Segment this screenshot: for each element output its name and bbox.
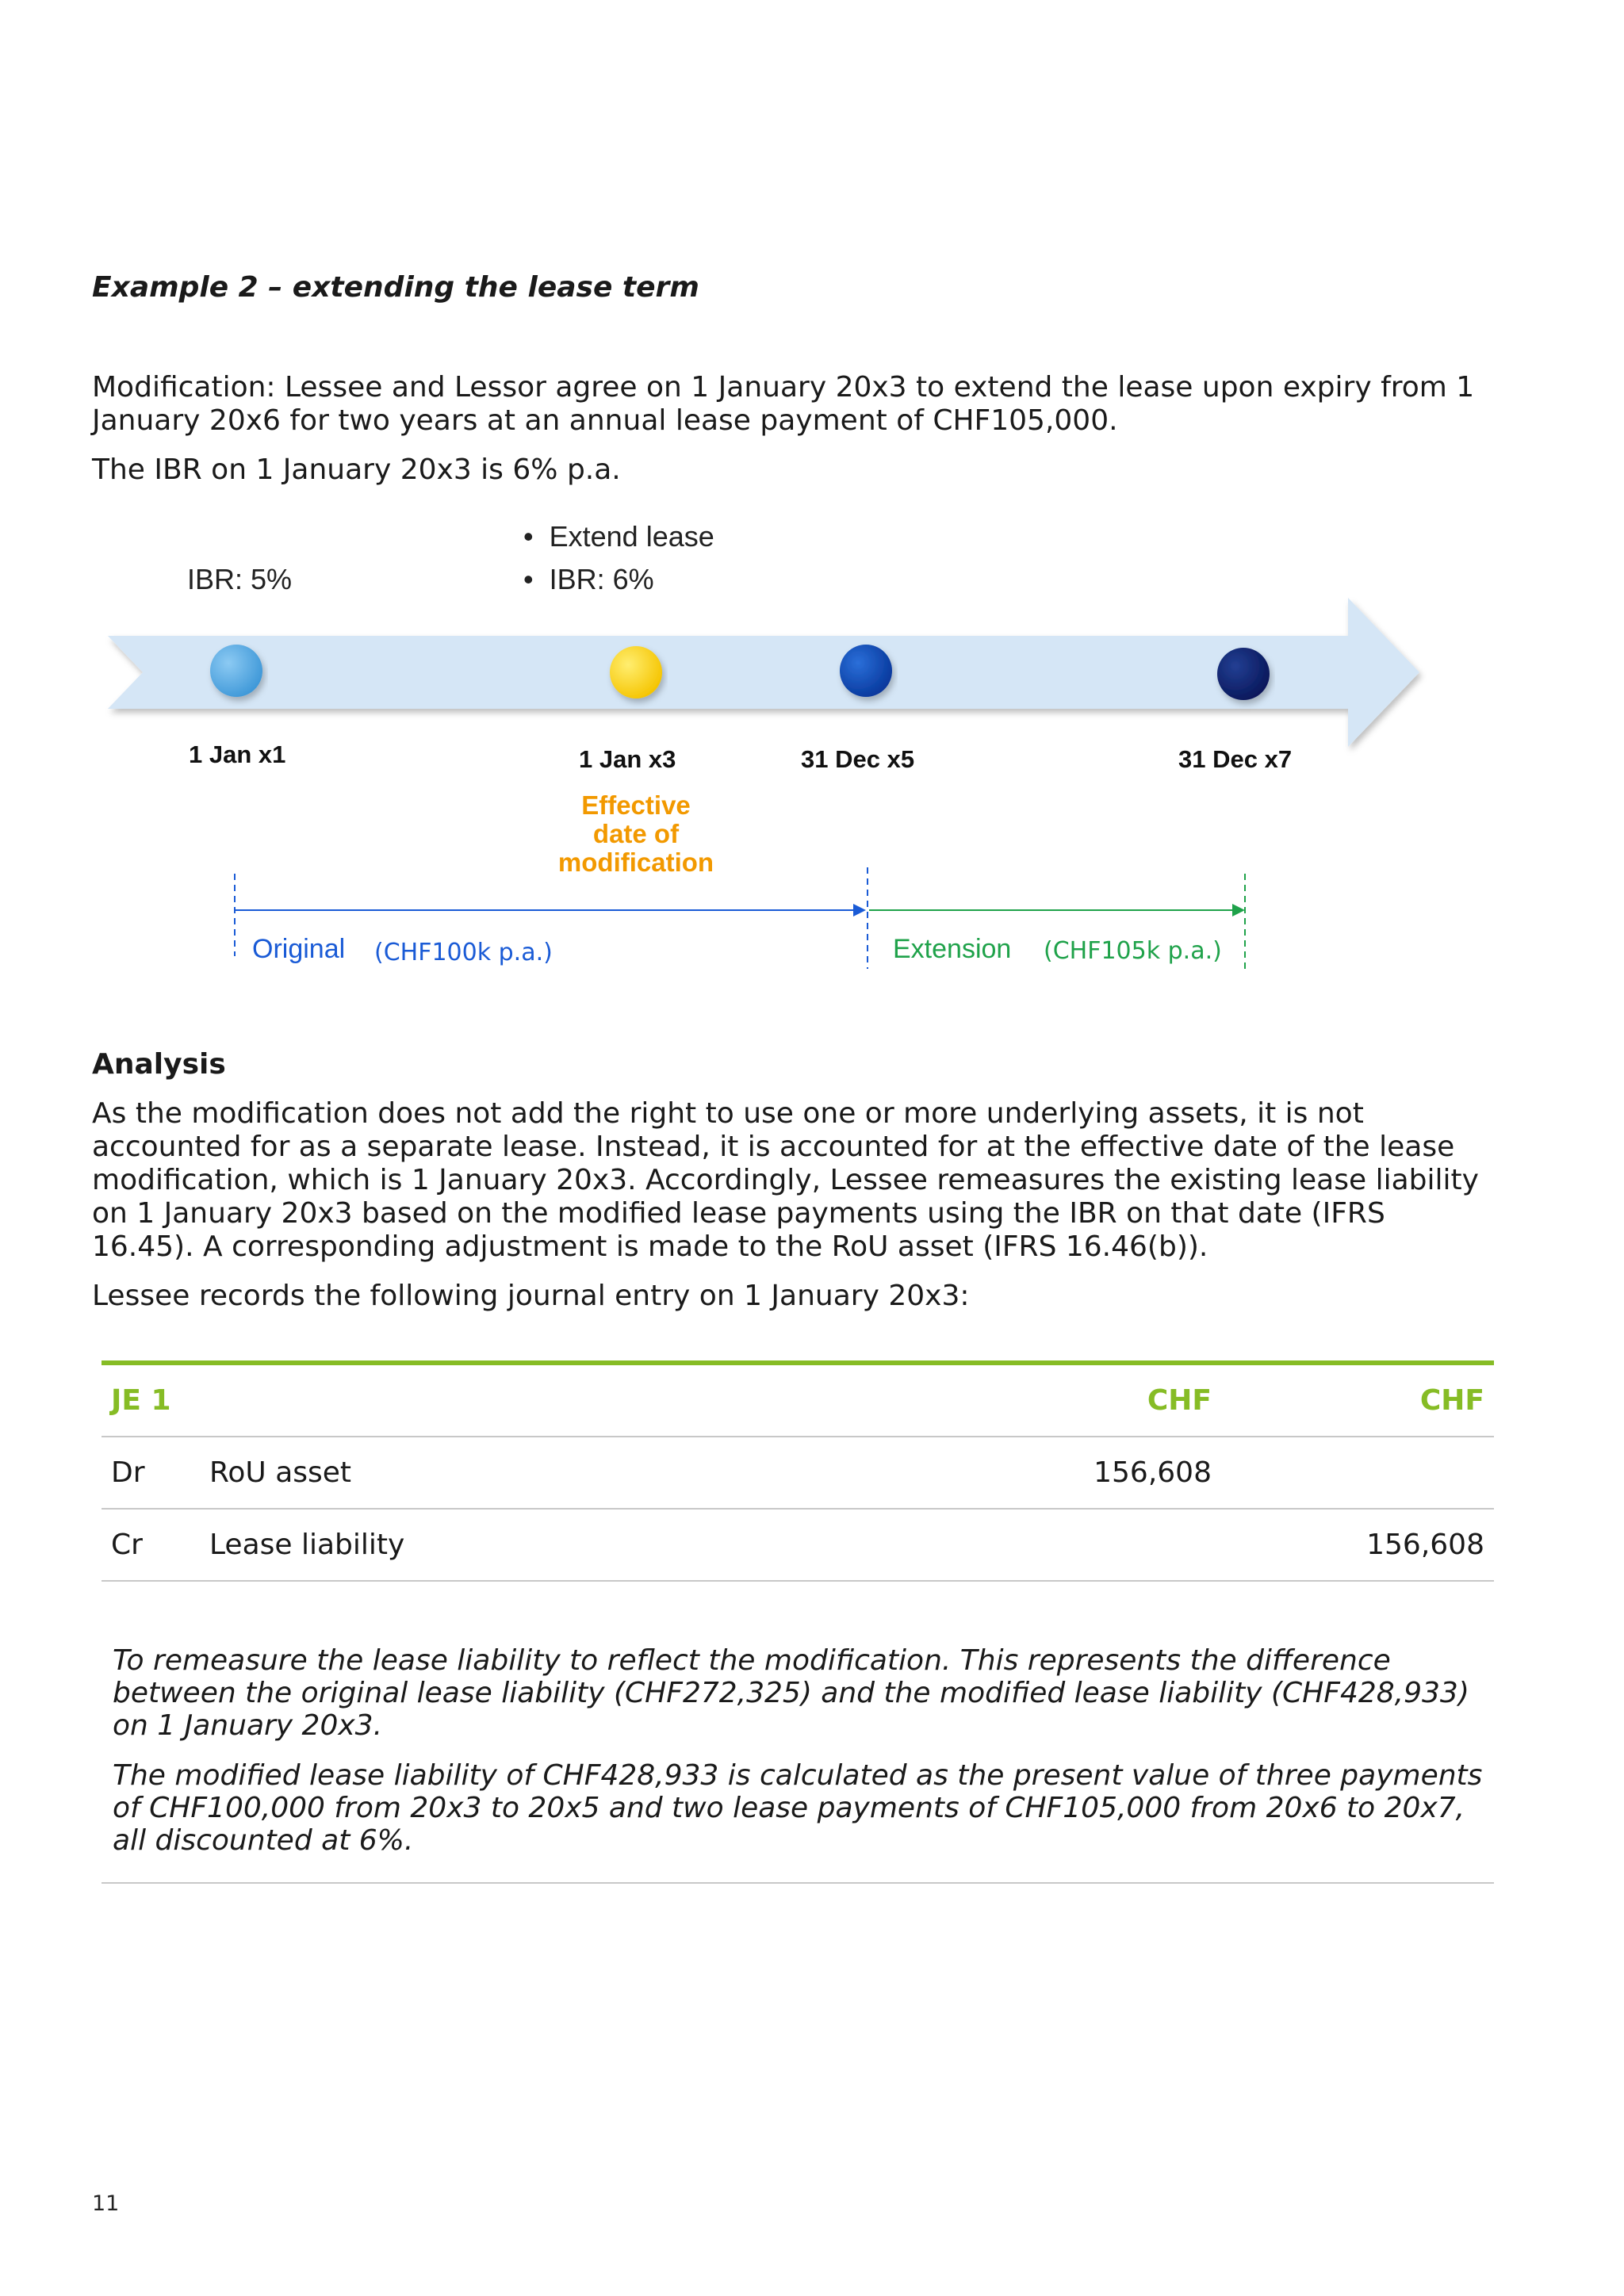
date-label-2: 1 Jan x3 [579, 745, 676, 773]
original-amount: (CHF100k p.a.) [374, 939, 553, 966]
journal-notes [113, 1644, 1492, 1874]
bullet-extend-lease: • Extend lease [523, 520, 714, 553]
header-debit-currency: CHF [1147, 1384, 1212, 1417]
page-number: 11 [92, 2191, 120, 2216]
bullet-ibr-new: • IBR: 6% [523, 563, 654, 595]
header-je: JE 1 [111, 1384, 171, 1417]
timeline-point-1 [210, 645, 262, 697]
journal-intro: Lessee records the following journal entry on 1 January 20x3: [92, 1280, 970, 1312]
entry-debit: 156,608 [1094, 1456, 1212, 1489]
timeline-point-2 [610, 646, 662, 698]
ibr-original-label: IBR: 5% [187, 563, 293, 595]
entry-account: RoU asset [209, 1456, 352, 1489]
entry-type: Dr [111, 1456, 145, 1489]
header-account [200, 1363, 998, 1437]
effective-line-2: date of [592, 819, 680, 848]
note-remeasure: To remeasure the lease liability to reflect the modification. This represents the difference between the original lease liability (CHF272,325) and the modified lease liability (CHF428,933) on 1 January 20x3. [113, 1644, 1469, 1742]
header-credit-currency: CHF [1419, 1384, 1484, 1417]
date-label-1: 1 Jan x1 [189, 740, 286, 768]
modification-paragraph: Modification: Lessee and Lessor agree on 1 January 20x3 to extend the lease upon expiry from 1 January 20x6 for two years at an annual lease payment of CHF105,000. [92, 371, 1475, 437]
entry-debit [998, 1509, 1221, 1581]
table-row [102, 1509, 1494, 1581]
bullet-text: Extend lease [549, 520, 714, 553]
journal-header-row [102, 1363, 1494, 1437]
effective-line-3: modification [557, 848, 714, 877]
entry-credit: 156,608 [1366, 1529, 1484, 1561]
example-title: Example 2 – extending the lease term [92, 271, 699, 304]
analysis-heading: Analysis [92, 1048, 226, 1081]
date-label-4: 31 Dec x7 [1178, 745, 1293, 773]
note-calculation: The modified lease liability of CHF428,933 is calculated as the present value of three payments of CHF100,000 from 20x3 to 20x5 and two lease payments of CHF105,000 from 20x6 to 20x7, all discounted at 6%. [113, 1759, 1483, 1857]
effective-line-1: Effective [581, 790, 691, 820]
extension-arrowhead [1232, 904, 1245, 916]
extension-period-label: Extension [893, 934, 1012, 964]
effective-date-label [533, 791, 739, 877]
analysis-paragraph: As the modification does not add the right to use one or more underlying assets, it is not accounted for as a separate lease. Instead, it is accounted for at the effective date of the lease modification, which is 1 January 20x3. Accordingly, Lessee remeasures the existing lease liability on 1 January 20x3 based on the modified lease payments using the IBR on that date (IFRS 16.45). A corresponding adjustment is made to the RoU asset (IFRS 16.46(b)). [92, 1097, 1479, 1263]
lease-timeline-diagram [95, 515, 1443, 1007]
original-arrowhead [853, 904, 866, 916]
journal-entry-table [102, 1360, 1494, 1582]
timeline-point-3 [840, 645, 892, 697]
timeline-point-4 [1217, 648, 1270, 700]
entry-type: Cr [111, 1529, 143, 1561]
notes-divider [102, 1882, 1494, 1884]
ibr-paragraph: The IBR on 1 January 20x3 is 6% p.a. [92, 453, 621, 486]
extension-amount: (CHF105k p.a.) [1044, 937, 1222, 965]
entry-credit [1221, 1437, 1494, 1509]
table-row [102, 1437, 1494, 1509]
bullet-text: IBR: 6% [549, 563, 654, 595]
entry-account: Lease liability [209, 1529, 405, 1561]
original-period-label: Original [252, 934, 346, 964]
date-label-3: 31 Dec x5 [801, 745, 915, 773]
